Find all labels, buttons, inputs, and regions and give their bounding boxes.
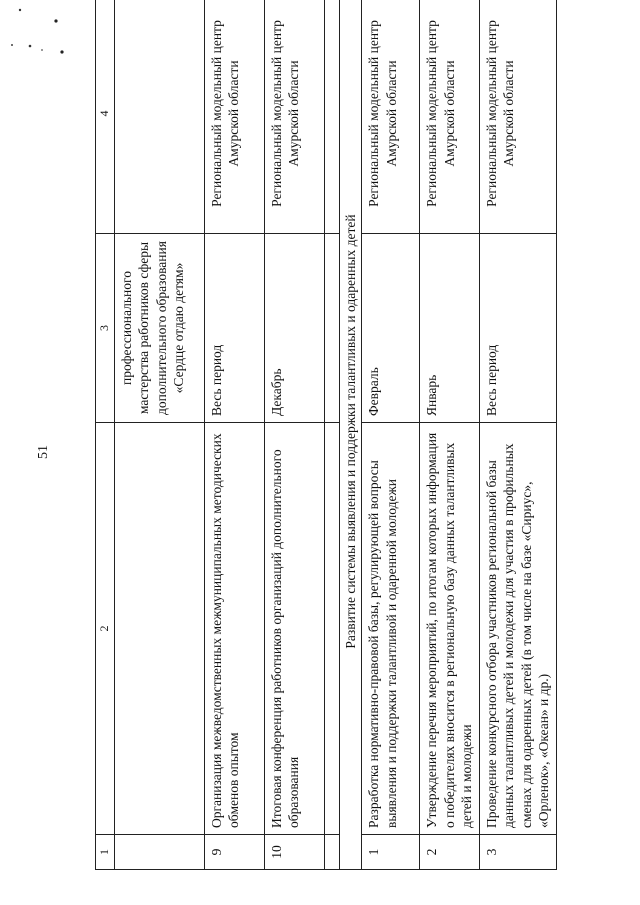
table-row <box>114 0 204 870</box>
term-cell: Январь <box>420 234 480 423</box>
term-cell: Декабрь <box>264 234 324 423</box>
row-number-cell: 9 <box>204 835 264 870</box>
event-cell: Итоговая конференция работников организаций дополнительного образования <box>264 423 324 835</box>
event-cell: Проведение конкурсного отбора участников региональной базы данных талантливых детей и молодежи для участия в профильных сменах для одаренных детей (в том числе на базе «Сириус», «Орленок», «Океан» и др.) <box>479 423 556 835</box>
table-row <box>479 0 556 870</box>
column-number-row <box>96 0 115 870</box>
column-number-4: 4 <box>96 0 115 234</box>
table-row <box>420 0 480 870</box>
row-number-cell: 3 <box>479 835 556 870</box>
blank-cell <box>324 423 339 835</box>
responsible-cell: Региональный модельный центр Амурской области <box>479 0 556 234</box>
responsible-cell: Региональный модельный центр Амурской области <box>420 0 480 234</box>
table-row <box>264 0 324 870</box>
term-cell: Весь период <box>479 234 556 423</box>
term-cell: профессионального мастерства работников сферы дополнительного образования «Сердце отдаю детям» <box>114 234 204 423</box>
row-number-cell: 10 <box>264 835 324 870</box>
blank-cell <box>324 835 339 870</box>
row-number-cell: 1 <box>362 835 420 870</box>
blank-cell <box>324 234 339 423</box>
term-cell: Февраль <box>362 234 420 423</box>
responsible-cell: Региональный модельный центр Амурской области <box>264 0 324 234</box>
blank-row <box>324 0 339 870</box>
table-row <box>204 0 264 870</box>
events-table <box>95 0 557 870</box>
event-cell: Разработка нормативно-правовой базы, регулирующей вопросы выявления и поддержки талантливой и одаренной молодежи <box>362 423 420 835</box>
section-title: Развитие системы выявления и поддержки талантливых и одаренных детей <box>339 0 362 870</box>
column-number-2: 2 <box>96 423 115 835</box>
column-number-1: 1 <box>96 835 115 870</box>
event-cell: Организация межведомственных межмуниципальных методических обменов опытом <box>204 423 264 835</box>
rotated-table-container <box>95 20 552 870</box>
term-cell: Весь период <box>204 234 264 423</box>
event-cell <box>114 423 204 835</box>
table-row <box>362 0 420 870</box>
row-number-cell <box>114 835 204 870</box>
responsible-cell: Региональный модельный центр Амурской области <box>204 0 264 234</box>
scan-specks <box>0 0 80 60</box>
page-number: 51 <box>36 445 51 459</box>
responsible-cell <box>114 0 204 234</box>
row-number-cell: 2 <box>420 835 480 870</box>
section-row <box>339 0 362 870</box>
column-number-3: 3 <box>96 234 115 423</box>
event-cell: Утверждение перечня мероприятий, по итогам которых информация о победителях вносится в региональную базу данных талантливых детей и молодежи <box>420 423 480 835</box>
blank-cell <box>324 0 339 234</box>
responsible-cell: Региональный модельный центр Амурской области <box>362 0 420 234</box>
